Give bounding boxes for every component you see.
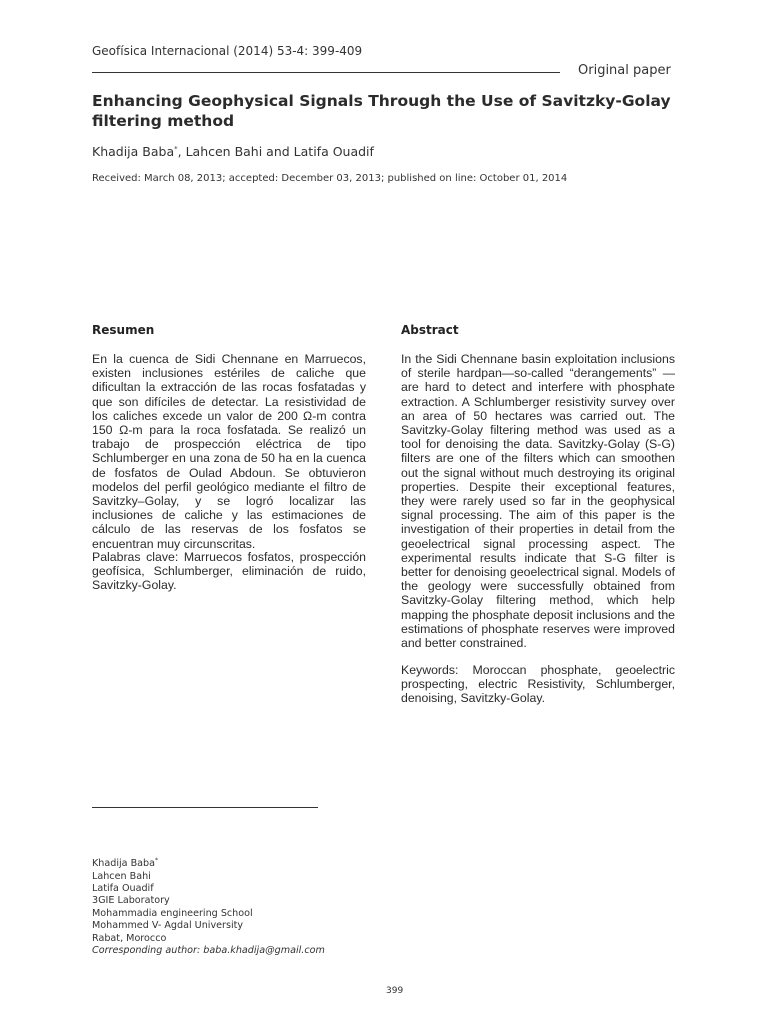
paper-type-label: Original paper bbox=[578, 63, 671, 78]
author-list bbox=[92, 144, 374, 159]
journal-citation: Geofísica Internacional (2014) 53-4: 399-409 bbox=[92, 44, 363, 58]
page-number: 399 bbox=[386, 986, 404, 996]
abstract-text: In the Sidi Chennane basin exploitation inclusions of sterile hardpan—so-called “derangements” — are hard to detect and interfere with phosphate extraction. A Schlumberger resistivity survey over an area of 50 hectares was carried out. The Savitzky-Golay filtering method was used as a tool for denoising the data. Savitzky-Golay (S-G) filters are one of the filters which can smoothen out the signal without much destroying its original properties. Despite their exceptional features, they were rarely used so far in the geophysical signal processing. The aim of this paper is the investigation of their properties in detail from the geoelectrical signal processing aspect. The experimental results indicate that S-G filter is better for denoising geoelectrical signal. Models of the geology were successfully obtained from Savitzky-Golay filtering method, which help mapping the phosphate deposit inclusions and the estimations of phosphate reserves were improved and better constrained. bbox=[401, 352, 675, 651]
affil-author-2: Lahcen Bahi bbox=[92, 870, 151, 882]
affiliation-block bbox=[92, 855, 325, 957]
affil-corresponding-mark: * bbox=[155, 857, 159, 864]
affil-university: Mohammed V- Agdal University bbox=[92, 920, 244, 932]
affil-lab: 3GIE Laboratory bbox=[92, 895, 170, 907]
affil-location: Rabat, Morocco bbox=[92, 932, 167, 944]
resumen-heading: Resumen bbox=[92, 323, 155, 337]
footnote-rule bbox=[92, 807, 318, 808]
affil-author-1-name: Khadija Baba bbox=[92, 858, 156, 870]
abstract-keywords: Keywords: Moroccan phosphate, geoelectric prospecting, electric Resistivity, Schlumberger, denoising, Savitzky-Golay. bbox=[401, 663, 675, 706]
affil-school: Mohammadia engineering School bbox=[92, 907, 253, 919]
affil-author-3: Latifa Ouadif bbox=[92, 883, 154, 894]
corresponding-mark: * bbox=[174, 144, 178, 153]
resumen-keywords: Palabras clave: Marruecos fosfatos, prospección geofísica, Schlumberger, eliminación de ruido, Savitzky-Golay. bbox=[92, 550, 366, 593]
received-dates: Received: March 08, 2013; accepted: December 03, 2013; published on line: October 01, 2014 bbox=[92, 173, 568, 184]
header-rule bbox=[92, 72, 560, 73]
corresponding-author: Corresponding author: baba.khadija@gmail.com bbox=[92, 945, 325, 957]
affil-author-1 bbox=[92, 855, 325, 871]
other-authors: , Lahcen Bahi and Latifa Ouadif bbox=[177, 144, 374, 159]
paper-title: Enhancing Geophysical Signals Through the Use of Savitzky-Golay filtering method bbox=[92, 92, 671, 130]
first-author: Khadija Baba bbox=[92, 144, 175, 159]
resumen-text: En la cuenca de Sidi Chennane en Marruecos, existen inclusiones estériles de caliche que dificultan la extracción de las rocas fosfatadas y que son difíciles de detectar. La resistividad de los caliches excede un valor de 200 Ω-m contra 150 Ω-m para la roca fosfatada. Se realizó un trabajo de prospección eléctrica de tipo Schlumberger en una zona de 50 ha en la cuenca de fosfatos de Oulad Abdoun. Se obtuvieron modelos del perfil geológico mediante el filtro de Savitzky–Golay, y se logró localizar las inclusiones de caliche y las estimaciones de cálculo de las reservas de los fosfatos se encuentran muy circunscritas. bbox=[92, 352, 366, 551]
abstract-heading: Abstract bbox=[401, 323, 459, 337]
